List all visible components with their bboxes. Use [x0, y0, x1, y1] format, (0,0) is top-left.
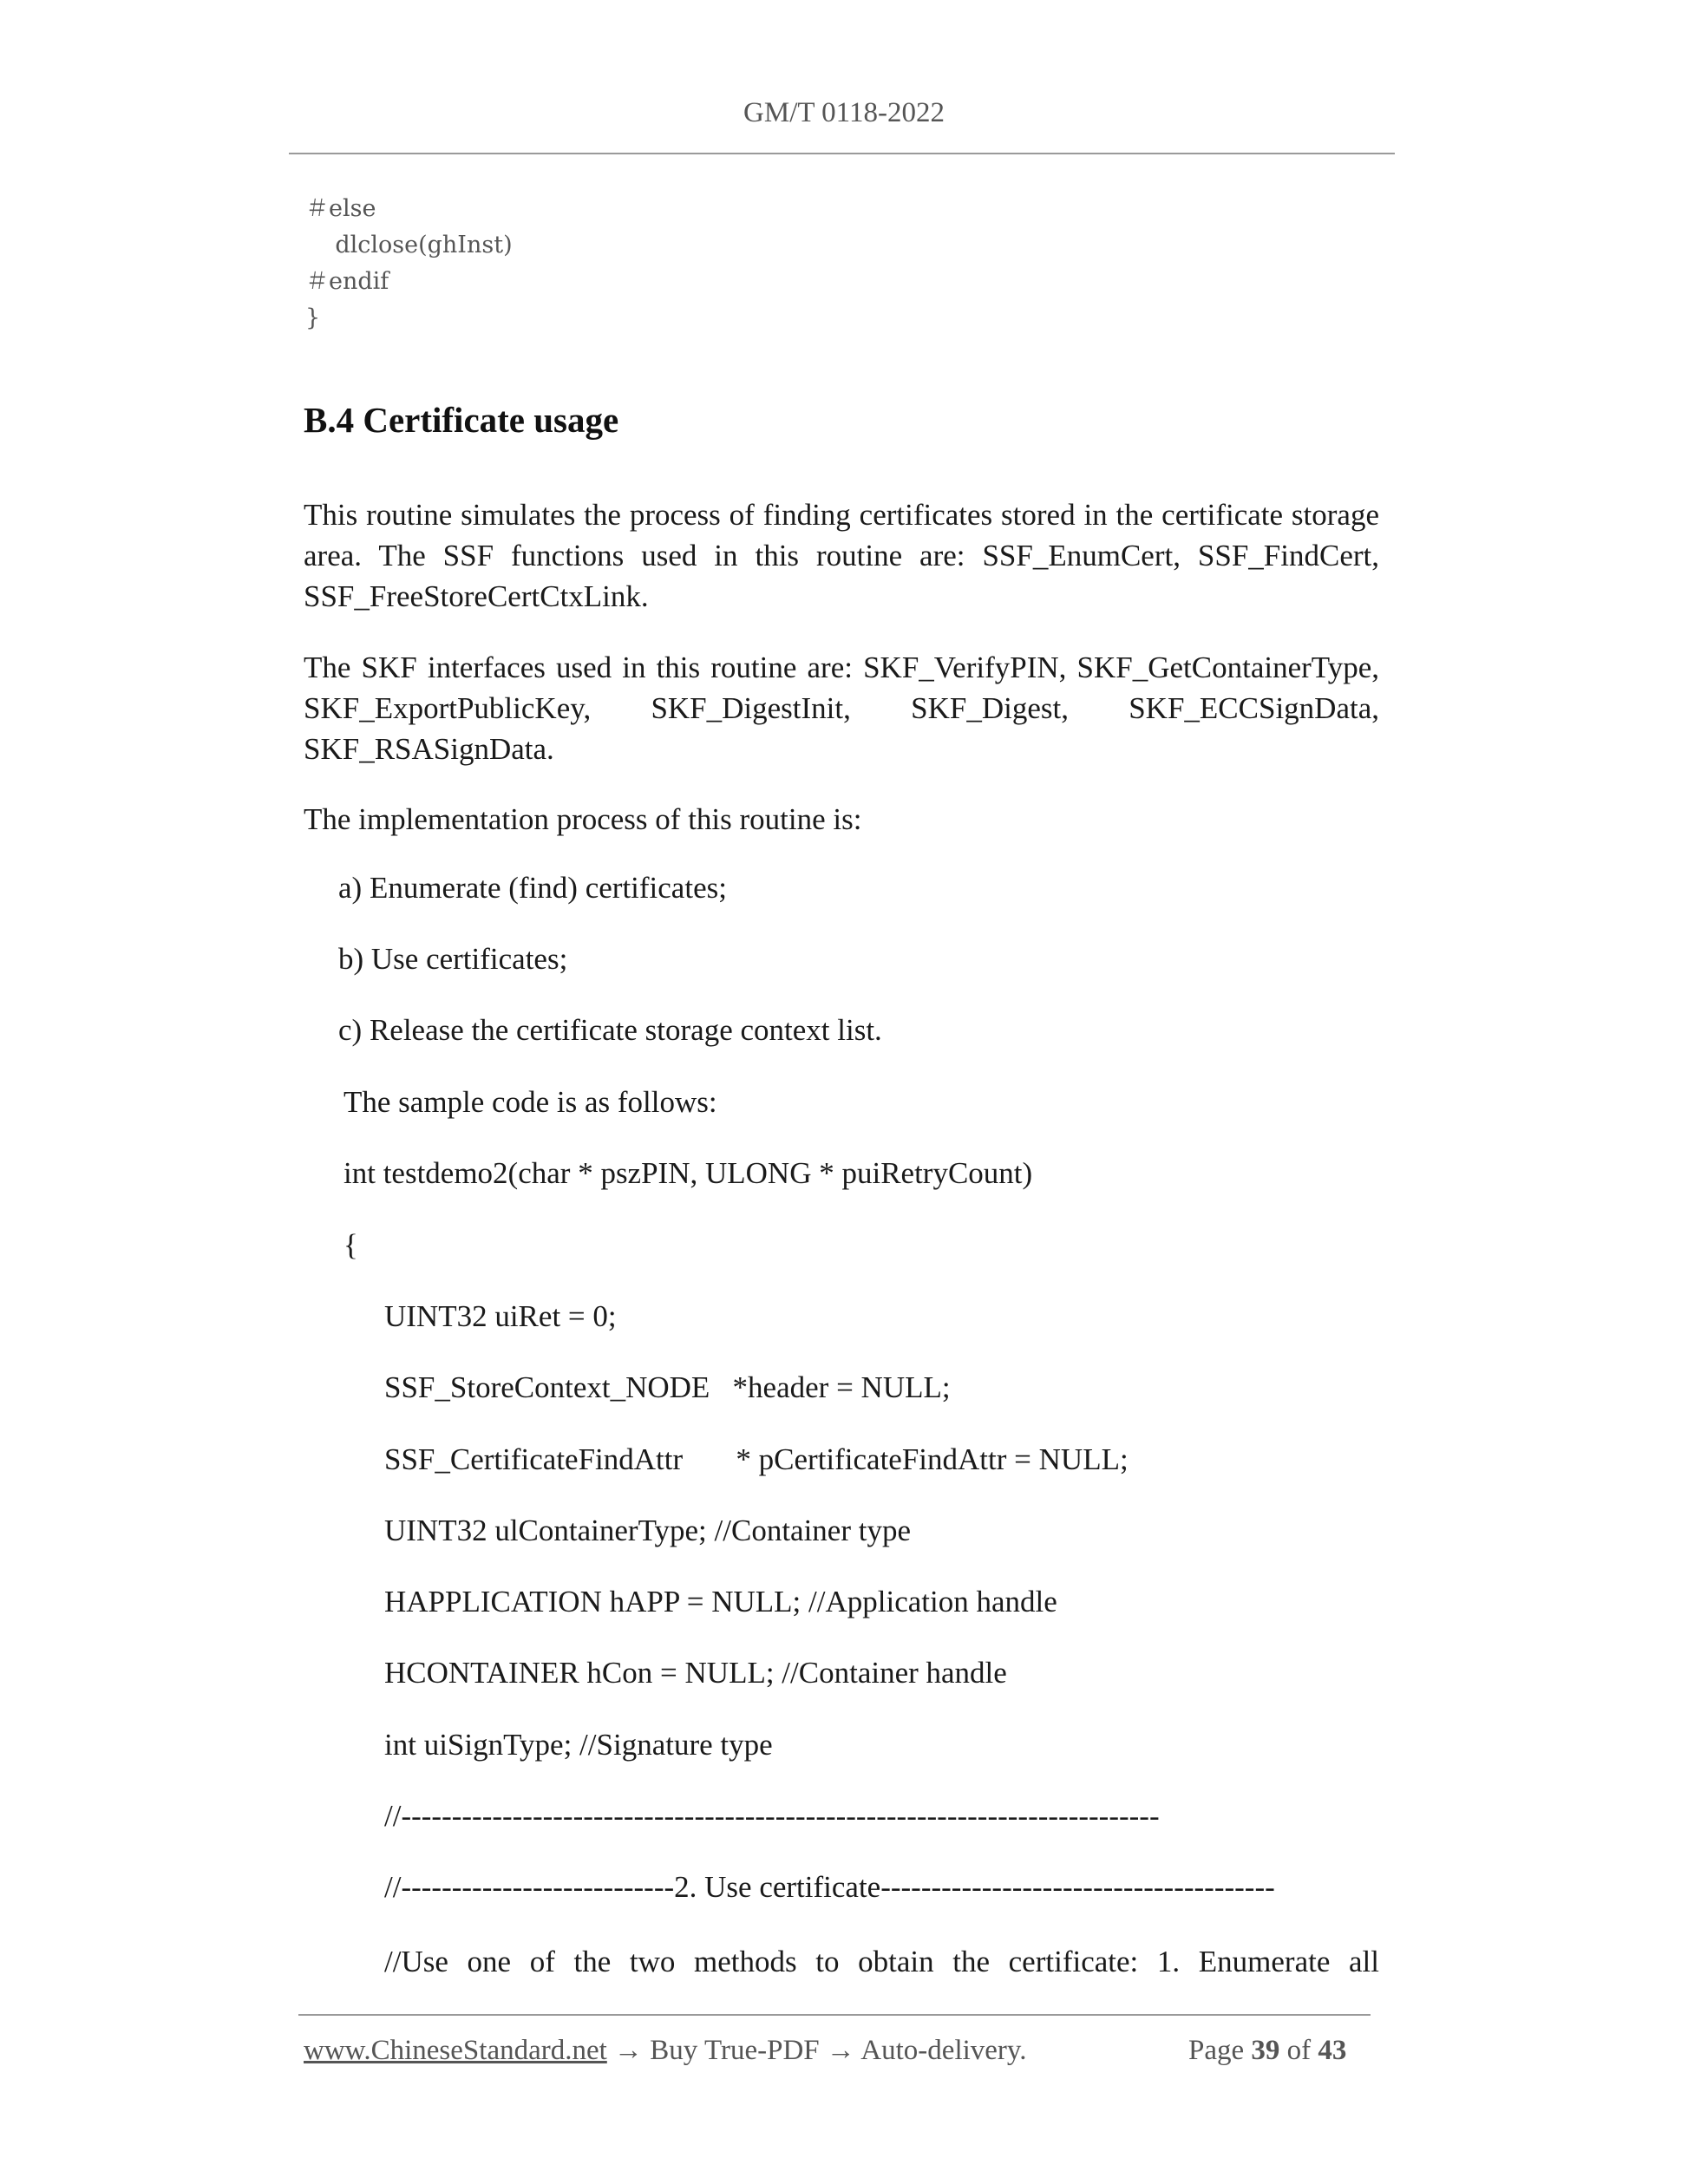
page-total: 43: [1318, 2035, 1347, 2066]
step-item: a) Enumerate (find) certificates;: [338, 871, 727, 905]
code-line: //Use one of the two methods to obtain the certificate: 1. Enumerate all: [384, 1945, 1379, 1978]
code-line: }: [305, 304, 321, 331]
step-item: c) Release the certificate storage context list.: [338, 1013, 882, 1047]
header-divider: [289, 153, 1395, 154]
page-indicator: [1188, 2035, 1346, 2067]
code-line: SSF_StoreContext_NODE *header = NULL;: [384, 1370, 951, 1404]
code-snippet-top: [305, 191, 513, 337]
footer-divider: [298, 2014, 1371, 2016]
step-item: b) Use certificates;: [338, 942, 568, 976]
paragraph-skf-interfaces: The SKF interfaces used in this routine are: SKF_VerifyPIN, SKF_GetContainerType, SKF_ExportPublicKey, SKF_DigestInit, SKF_Digest, SKF_ECCSignData, SKF_RSASignData.: [304, 651, 1379, 766]
code-line: SSF_CertificateFindAttr * pCertificateFindAttr = NULL;: [384, 1442, 1129, 1476]
code-line: int uiSignType; //Signature type: [384, 1728, 773, 1762]
code-line: //---------------------------------------------------------------------------: [384, 1799, 1160, 1833]
section-heading: B.4 Certificate usage: [304, 400, 619, 440]
paragraph-ssf-functions: This routine simulates the process of finding certificates stored in the certificate storage area. The SSF functions used in this routine are: SSF_EnumCert, SSF_FindCert, SSF_FreeStoreCertCtxLink.: [304, 498, 1379, 613]
paragraph-implementation: The implementation process of this routine is:: [304, 802, 862, 836]
of-label: of: [1286, 2035, 1312, 2066]
code-line: HAPPLICATION hAPP = NULL; //Application handle: [384, 1585, 1057, 1618]
footer-tagline: → Buy True-PDF → Auto-delivery.: [606, 2035, 1027, 2066]
code-line: {: [343, 1228, 358, 1262]
page-label: Page: [1188, 2035, 1245, 2066]
code-line: UINT32 uiRet = 0;: [384, 1299, 617, 1333]
code-line: dlclose(ghInst): [305, 232, 513, 258]
code-line: ＃else: [305, 195, 376, 222]
code-line: //---------------------------2. Use certificate---------------------------------------: [384, 1870, 1275, 1904]
page-number: 39: [1251, 2035, 1280, 2066]
code-line: int testdemo2(char * pszPIN, ULONG * puiRetryCount): [343, 1156, 1033, 1190]
sample-intro: The sample code is as follows:: [343, 1085, 717, 1119]
website-link[interactable]: www.ChineseStandard.net: [304, 2035, 607, 2066]
code-line: HCONTAINER hCon = NULL; //Container handle: [384, 1656, 1007, 1690]
code-line: UINT32 ulContainerType; //Container type: [384, 1514, 911, 1547]
document-header-title: GM/T 0118-2022: [743, 97, 945, 128]
code-line: ＃endif: [305, 268, 389, 295]
footer-left: [304, 2035, 1027, 2067]
